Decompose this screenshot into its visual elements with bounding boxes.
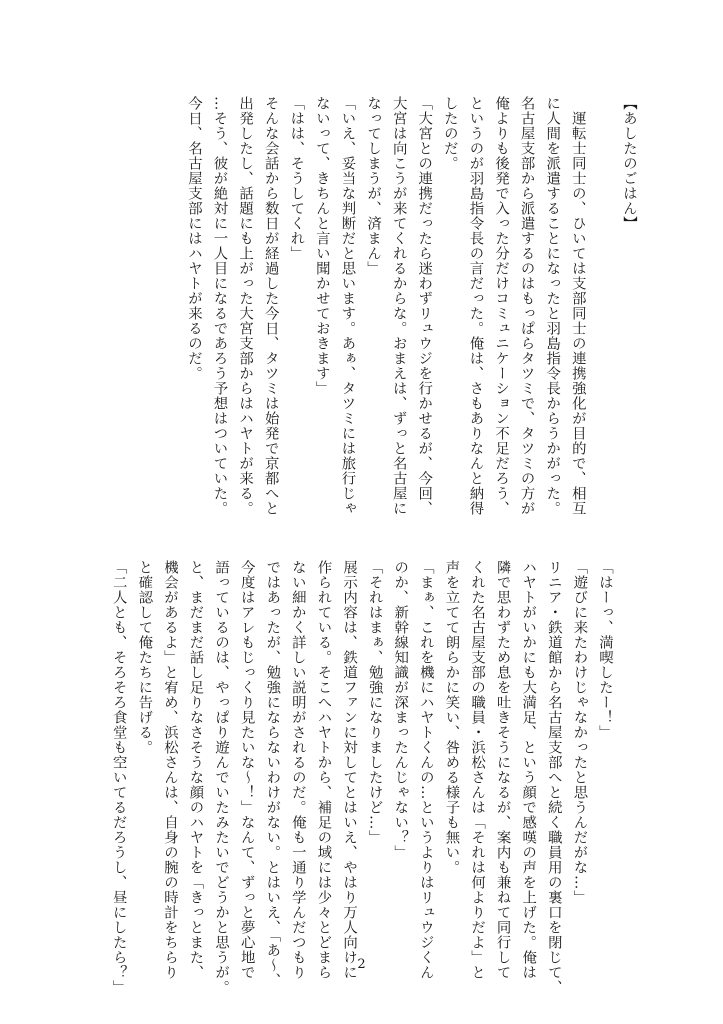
text-line: と、まだまだ話し足りなさそうな顔のハヤトを「きっとまた、 bbox=[187, 560, 204, 980]
text-line: というのが羽島指令長の言だった。俺は、さもありなんと納得 bbox=[467, 96, 484, 516]
text-line: ハヤトがいかにも大満足、という顔で感嘆の声を上げた。俺は bbox=[520, 560, 537, 980]
text-line: 「それはまぁ、勉強になりましたけど…」 bbox=[366, 560, 383, 845]
upper-text-block bbox=[180, 96, 641, 536]
text-line: そんな会話から数日が経過した今日、タツミは始発で京都へと bbox=[262, 96, 279, 516]
text-line: リニア・鉄道館から名古屋支部へと続く職員用の裏口を閉じて、 bbox=[545, 560, 562, 995]
text-line: 展示内容は、鉄道ファンに対してとはいえ、やはり万人向けに bbox=[341, 560, 358, 980]
text-line: 語っているのは、やっぱり遊んでいたみたいでどうかと思うが。 bbox=[213, 560, 230, 995]
text-line: ないって、きちんと言い聞かせておきます」 bbox=[313, 96, 330, 396]
text-line: ではあったが、勉強にならないわけがない。とはいえ、「あ〜、 bbox=[264, 560, 281, 988]
text-line: なってしまうが、済まん」 bbox=[365, 96, 382, 276]
text-line: 「まぁ、これを機にハヤトくんの…というよりはリュウジくん bbox=[417, 560, 434, 980]
text-line bbox=[590, 96, 616, 536]
text-line: 「はーっ、満喫したー！」 bbox=[597, 560, 613, 740]
text-line: 隣で思わずため息を吐きそうになるが、案内も兼ねて同行して bbox=[494, 560, 511, 980]
text-line: 運転士同士の、ひいては支部同士の連携強化が目的で、相互 bbox=[569, 96, 586, 516]
text-line: 今日、名古屋支部にはハヤトが来るのだ。 bbox=[185, 96, 202, 381]
text-line: 「遊びに来たわけじゃなかったと思うんだがな…」 bbox=[571, 560, 588, 905]
text-line: のか、新幹線知識が深まったんじゃない？」 bbox=[392, 560, 409, 860]
chapter-title: 【あしたのごはん】 bbox=[621, 96, 637, 231]
text-line: 機会があるよ」と宥め、浜松さんは、自身の腕の時計をちらり bbox=[161, 560, 178, 980]
text-line: 「いえ、妥当な判断だと思います。あぁ、タツミには旅行じゃ bbox=[339, 96, 356, 516]
page-number: 2 bbox=[357, 957, 366, 972]
text-line: したのだ。 bbox=[441, 96, 458, 171]
text-line: 出発したし、話題にも上がった大宮支部からはハヤトが来る。 bbox=[237, 96, 254, 516]
text-line: 声を立てて朗らかに笑い、咎める様子も無い。 bbox=[443, 560, 460, 875]
text-line: と確認して俺たちに告げる。 bbox=[136, 560, 153, 755]
text-line: に人間を派遣することになったと羽島指令長からうかがった。 bbox=[544, 96, 561, 516]
text-line: 俺よりも後発で入った分だけコミュニケーション不足だろう、 bbox=[493, 96, 510, 516]
text-line: 「二人とも、そろそろ食堂も空いてるだろうし、昼にしたら？」 bbox=[110, 560, 127, 995]
text-line: 作られている。そこへハヤトから、補足の域には少々とどまら bbox=[315, 560, 332, 980]
text-line: くれた名古屋支部の職員・浜松さんは「それは何よりだよ」と bbox=[469, 560, 486, 980]
text-line: 「大宮との連携だったら迷わずリュウジを行かせるが、今回、 bbox=[416, 96, 433, 516]
text-line: 大宮は向こうが来てくれるからな。おまえは、ずっと名古屋に bbox=[390, 96, 407, 516]
text-line: 今度はアレもじっくり見たいな〜！」なんて、ずっと夢心地で bbox=[238, 560, 255, 980]
text-line: 「はは、そうしてくれ」 bbox=[288, 96, 305, 261]
text-line: …そう、彼が絶対に一人目になるであろう予想はついていた。 bbox=[211, 96, 228, 516]
text-line: 名古屋支部から派遣するのはもっぱらタツミで、タツミの方が bbox=[518, 96, 535, 516]
lower-text-block bbox=[105, 560, 617, 995]
text-line: ない細かく詳しい説明がされるのだ。俺も一通り学んだつもり bbox=[289, 560, 306, 980]
